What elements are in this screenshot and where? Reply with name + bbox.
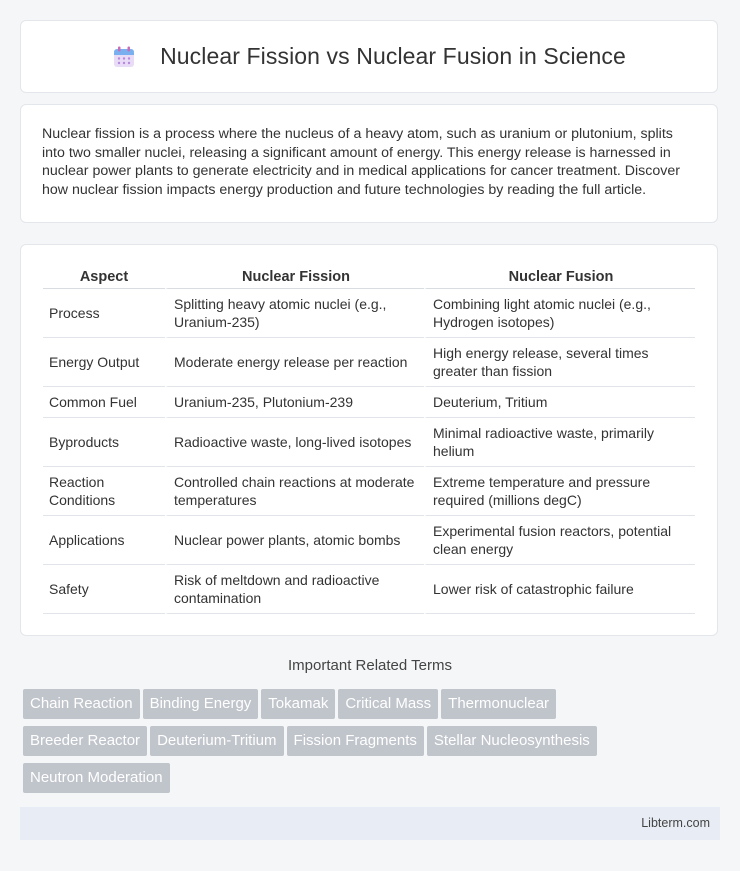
table-cell-aspect: Common Fuel [43,387,165,418]
title-card [20,20,718,93]
related-term-tag[interactable]: Deuterium-Tritium [150,726,283,756]
table-row [43,516,695,565]
column-header-fission: Nuclear Fission [165,265,424,289]
table-row [43,387,695,418]
table-cell-aspect: Byproducts [43,418,165,467]
table-cell-fission: Uranium-235, Plutonium-239 [165,387,424,418]
table-cell-fusion: Minimal radioactive waste, primarily helium [424,418,695,467]
table-cell-aspect: Applications [43,516,165,565]
table-cell-fission: Moderate energy release per reaction [165,338,424,387]
table-row [43,338,695,387]
related-term-tag[interactable]: Binding Energy [143,689,259,719]
table-cell-fission: Controlled chain reactions at moderate temperatures [165,467,424,516]
column-header-aspect: Aspect [43,265,165,289]
table-cell-fission: Splitting heavy atomic nuclei (e.g., Uranium-235) [165,289,424,338]
related-term-tag[interactable]: Neutron Moderation [23,763,170,793]
column-header-fusion: Nuclear Fusion [424,265,695,289]
related-term-tag[interactable]: Breeder Reactor [23,726,147,756]
related-terms-list [23,689,723,800]
table-cell-fission: Radioactive waste, long-lived isotopes [165,418,424,467]
related-term-tag[interactable]: Thermonuclear [441,689,556,719]
related-term-tag[interactable]: Tokamak [261,689,335,719]
table-cell-fusion: Experimental fusion reactors, potential clean energy [424,516,695,565]
table-row [43,467,695,516]
table-cell-fusion: Deuterium, Tritium [424,387,695,418]
related-term-tag[interactable]: Chain Reaction [23,689,140,719]
intro-card [20,104,718,223]
table-row [43,565,695,614]
calendar-icon [112,45,136,69]
related-term-tag[interactable]: Critical Mass [338,689,438,719]
table-cell-fission: Nuclear power plants, atomic bombs [165,516,424,565]
table-cell-aspect: Process [43,289,165,338]
related-term-tag[interactable]: Fission Fragments [287,726,424,756]
footer [20,807,720,840]
related-term-tag[interactable]: Stellar Nucleosynthesis [427,726,597,756]
related-terms-title: Important Related Terms [288,657,452,674]
table-cell-fusion: Combining light atomic nuclei (e.g., Hydrogen isotopes) [424,289,695,338]
table-cell-aspect: Energy Output [43,338,165,387]
table-cell-fission: Risk of meltdown and radioactive contamination [165,565,424,614]
table-cell-fusion: High energy release, several times greater than fission [424,338,695,387]
comparison-table-card [20,244,718,636]
table-cell-aspect: Reaction Conditions [43,467,165,516]
table-row [43,289,695,338]
table-row [43,418,695,467]
table-cell-fusion: Extreme temperature and pressure required (millions degC) [424,467,695,516]
intro-text: Nuclear fission is a process where the nucleus of a heavy atom, such as uranium or plutonium, splits into two smaller nuclei, releasing a significant amount of energy. This energy release is harnessed in nuclear power plants to generate electricity and in medical applications for cancer treatment. Discover how nuclear fission impacts energy production and future technologies by reading the full article. [42,126,680,198]
table-cell-aspect: Safety [43,565,165,614]
comparison-table [43,265,695,614]
table-header-row [43,265,695,289]
table-cell-fusion: Lower risk of catastrophic failure [424,565,695,614]
page-title: Nuclear Fission vs Nuclear Fusion in Science [160,43,626,69]
footer-site-link[interactable]: Libterm.com [641,816,710,830]
